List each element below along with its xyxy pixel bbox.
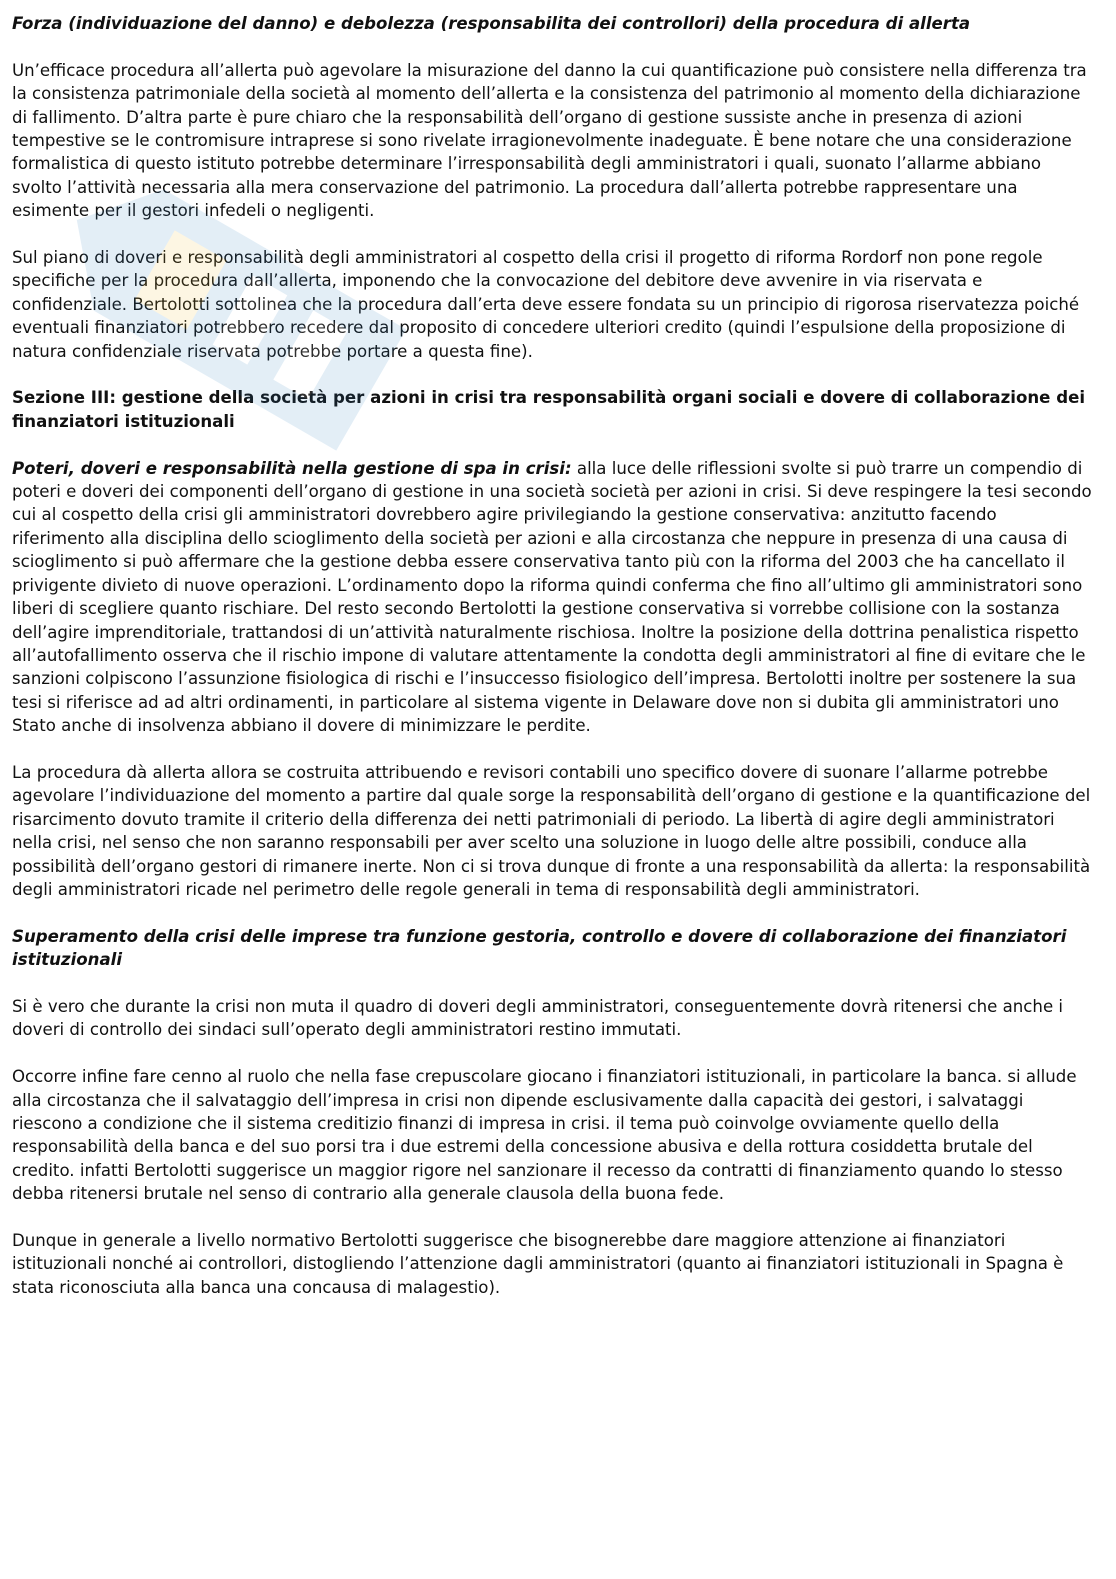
section-heading-allerta: Forza (individuazione del danno) e debolezza (responsabilita dei controllori) della procedura di allerta	[12, 14, 971, 33]
section-heading-superamento: Superamento della crisi delle imprese tra funzione gestoria, controllo e dovere di collaborazione dei finanziatori istituzionali	[12, 926, 1067, 970]
paragraph-rordorf: Sul piano di doveri e responsabilità degli amministratori al cospetto della crisi il progetto di riforma Rordorf non pone regole specifiche per la procedura dall’allerta, imponendo che la convocazione del debitore deve avvenire in via riservata e confidenziale. Bertolotti sottolinea che la procedura dall’erta deve essere fondata su un principio di rigorosa riservatezza poiché eventuali finanziatori potrebbero recedere dal proposito di concedere ulteriori credito (quindi l’espulsione della proposizione di natura confidenziale riservata potrebbe portare a questa fine).	[12, 248, 1080, 361]
section-heading-sezione-iii: Sezione III: gestione della società per azioni in crisi tra responsabilità organi sociali e dovere di collaborazione dei finanziatori istituzionali	[12, 388, 1086, 431]
paragraph-allerta-danno: Un’efficace procedura all’allerta può agevolare la misurazione del danno la cui quantificazione può consistere nella differenza tra la consistenza patrimoniale della società al momento dell’allerta e la consistenza del patrimonio al momento della dichiarazione di fallimento. D’altra parte è pure chiaro che la responsabilità dell’organo di gestione sussiste anche in presenza di azioni tempestive se le contromisure intraprese si sono rivelate irragionevolmente inadeguate. È bene notare che una considerazione formalistica di questo istituto potrebbe determinare l’irresponsabilità degli amministratori i quali, suonato l’allarme abbiano svolto l’attività necessaria alla mera conservazione del patrimonio. La procedura dall’allerta potrebbe rappresentare una esimente per il gestori infedeli o negligenti.	[12, 60, 1087, 221]
paragraph-sindaci: Si è vero che durante la crisi non muta il quadro di doveri degli amministratori, conseguentemente dovrà ritenersi che anche i doveri di controllo dei sindaci sull’operato degli amministratori restino immutati.	[12, 996, 1064, 1040]
paragraph-poteri-doveri	[12, 457, 1094, 738]
paragraph-body-text: alla luce delle riflessioni svolte si può trarre un compendio di poteri e doveri dei componenti dell’organo di gestione in una società società per azioni in crisi. Si deve respingere la tesi secondo cui al cospetto della crisi gli amministratori dovrebbero agire privilegiando la gestione conservativa: anzitutto facendo riferimento alla disciplina dello scioglimento della società per azioni e alla circostanza che neppure in presenza di una causa di scioglimento si può affermare che la gestione debba essere conservativa tanto più con la riforma del 2003 che ha cancellato il privigente divieto di nuove operazioni. L’ordinamento dopo la riforma quindi conferma che fino all’ultimo gli amministratori sono liberi di scegliere quanto rischiare. Del resto secondo Bertolotti la gestione conservativa si vorrebbe collisione con la sostanza dell’agire imprenditoriale, trattandosi di un’attività naturalmente rischiosa. Inoltre la posizione della dottrina penalistica rispetto all’autofallimento osserva che il rischio impone di valutare attentamente la condotta degli amministratori al fine di evitare che le sanzioni colpiscono l’assunzione fisiologica di rischi e l’insuccesso fisiologico dell’impresa. Bertolotti inoltre per sostenere la sua tesi si riferisce ad ad altri ordinamenti, in particolare al sistema vigente in Delaware dove non si dubita gli amministratori uno Stato anche di insolvenza abbiano il dovere di minimizzare le perdite.	[12, 458, 1092, 736]
paragraph-revisori: La procedura dà allerta allora se costruita attribuendo e revisori contabili uno specifico dovere di suonare l’allarme potrebbe agevolare l’individuazione del momento a partire dal quale sorge la responsabilità dell’organo di gestione e la quantificazione del risarcimento dovuto tramite il criterio della differenza dei netti patrimoniali di periodo. La libertà di agire degli amministratori nella crisi, nel senso che non saranno responsabili per aver scelto una soluzione in luogo delle altre possibili, conduce alla possibilità dell’organo gestori di rimanere inerte. Non ci si trova dunque di fronte a una responsabilità da allerta: la responsabilità degli amministratori ricade nel perimetro delle regole generali in tema di responsabilità degli amministratori.	[12, 762, 1091, 899]
paragraph-conclusione: Dunque in generale a livello normativo Bertolotti suggerisce che bisognerebbe dare maggiore attenzione ai finanziatori istituzionali nonché ai controllori, distogliendo l’attenzione dagli amministratori (quanto ai finanziatori istituzionali in Spagna è stata riconosciuta alla banca una concausa di malagestio).	[12, 1230, 1064, 1297]
paragraph-lead-title: Poteri, doveri e responsabilità nella gestione di spa in crisi:	[12, 458, 572, 478]
paragraph-finanziatori: Occorre infine fare cenno al ruolo che nella fase crepuscolare giocano i finanziatori istituzionali, in particolare la banca. si allude alla circostanza che il salvataggio dell’impresa in crisi non dipende esclusivamente dalla capacità dei gestori, i salvataggi riescono a condizione che il sistema creditizio finanzi di impresa in crisi. il tema può coinvolge ovviamente quello della responsabilità della banca e del suo porsi tra i due estremi della concessione abusiva e della rottura cosiddetta brutale del credito. infatti Bertolotti suggerisce un maggior rigore nel sanzionare il recesso da contratti di finanziamento quando lo stesso debba ritenersi brutale nel senso di contrario alla generale clausola della buona fede.	[12, 1067, 1077, 1204]
